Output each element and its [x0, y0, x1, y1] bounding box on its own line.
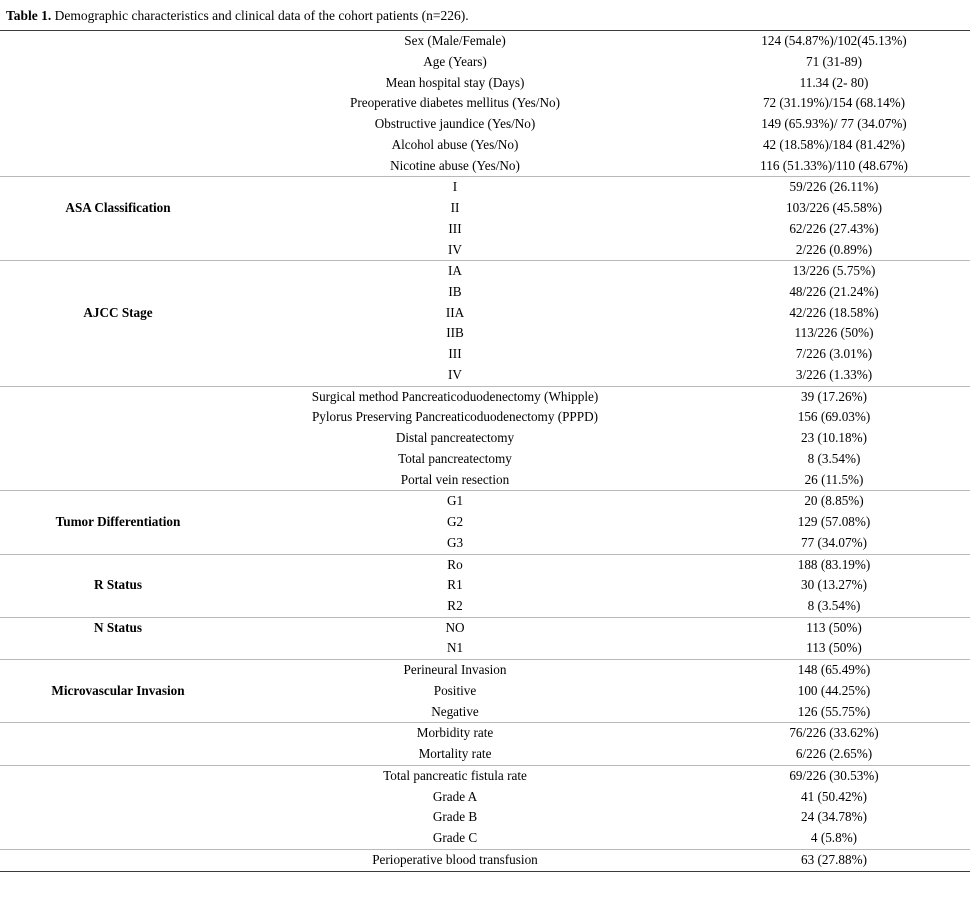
row-value: 100 (44.25%) — [797, 682, 871, 698]
row-value: 129 (57.08%) — [797, 514, 871, 530]
table-row — [0, 828, 970, 849]
row-group-label — [0, 323, 236, 344]
table-row — [0, 407, 970, 428]
demographics-table — [0, 30, 970, 871]
row-characteristic: Portal vein resection — [400, 471, 510, 487]
table-row — [0, 428, 970, 449]
row-characteristic: Age (Years) — [423, 53, 487, 69]
row-characteristic: Grade C — [432, 830, 478, 846]
table-row — [0, 365, 970, 386]
row-characteristic: Grade A — [432, 788, 478, 804]
row-value: 7/226 (3.01%) — [795, 346, 873, 362]
row-group-label: Tumor Differentiation — [55, 514, 181, 530]
row-value: 62/226 (27.43%) — [789, 220, 879, 236]
row-group-label — [0, 596, 236, 617]
row-value: 59/226 (26.11%) — [674, 177, 970, 198]
row-group-label — [0, 240, 236, 261]
row-group-label — [0, 156, 236, 177]
table-row — [0, 114, 970, 135]
table-row — [0, 512, 970, 533]
row-group-label — [0, 807, 236, 828]
table-row — [0, 660, 970, 681]
row-value: 8 (3.54%) — [807, 598, 861, 614]
row-characteristic: G3 — [446, 534, 464, 550]
row-group-label — [0, 428, 236, 449]
row-characteristic: Ro — [236, 554, 674, 575]
row-value: 126 (55.75%) — [797, 703, 871, 719]
row-group-label — [0, 660, 236, 681]
row-characteristic: G2 — [446, 514, 464, 530]
row-characteristic: Obstructive jaundice (Yes/No) — [374, 116, 536, 132]
row-group-label — [0, 93, 236, 114]
row-characteristic: R2 — [447, 598, 463, 614]
row-value: 2/226 (0.89%) — [795, 241, 873, 257]
row-group-label — [0, 177, 236, 198]
row-characteristic: Perioperative blood transfusion — [236, 849, 674, 871]
row-value: 113 (50%) — [806, 640, 862, 656]
row-group-label — [0, 491, 236, 512]
row-characteristic: G1 — [236, 491, 674, 512]
row-characteristic: Alcohol abuse (Yes/No) — [391, 136, 519, 152]
row-group-label — [0, 407, 236, 428]
row-group-label: ASA Classification — [65, 200, 171, 216]
table-row — [0, 638, 970, 659]
row-group-label — [0, 533, 236, 554]
row-group-label — [0, 386, 236, 407]
row-value: 72 (31.19%)/154 (68.14%) — [762, 95, 906, 111]
row-value: 26 (11.5%) — [804, 471, 864, 487]
row-value: 42/226 (18.58%) — [789, 304, 879, 320]
caption-text: Demographic characteristics and clinical data of the cohort patients (n=226). — [54, 8, 469, 23]
table-row — [0, 617, 970, 638]
row-value: 113 (50%) — [674, 617, 970, 638]
table-row — [0, 303, 970, 324]
row-characteristic: Surgical method Pancreaticoduodenectomy (Whipple) — [236, 386, 674, 407]
table-row — [0, 575, 970, 596]
row-value: 188 (83.19%) — [674, 554, 970, 575]
table-row — [0, 470, 970, 491]
row-characteristic: Nicotine abuse (Yes/No) — [390, 157, 520, 173]
row-value: 30 (13.27%) — [801, 577, 867, 593]
row-group-label: R Status — [94, 577, 142, 593]
table-row — [0, 723, 970, 744]
row-value: 103/226 (45.58%) — [786, 200, 882, 216]
table-row — [0, 386, 970, 407]
row-group-label — [0, 554, 236, 575]
row-value: 23 (10.18%) — [801, 430, 867, 446]
table-row — [0, 177, 970, 198]
row-characteristic: N1 — [446, 640, 464, 656]
row-value: 8 (3.54%) — [807, 450, 861, 466]
row-group-label — [0, 114, 236, 135]
row-value: 148 (65.49%) — [674, 660, 970, 681]
table-row — [0, 282, 970, 303]
row-characteristic: II — [450, 200, 460, 216]
row-value: 20 (8.85%) — [674, 491, 970, 512]
row-characteristic: Total pancreatectomy — [398, 450, 512, 466]
row-group-label: N Status — [0, 617, 236, 638]
row-characteristic: Mean hospital stay (Days) — [385, 74, 525, 90]
row-characteristic: III — [448, 346, 462, 362]
row-group-label — [0, 135, 236, 156]
table-row — [0, 533, 970, 554]
row-group-label — [0, 765, 236, 786]
row-group-label — [0, 73, 236, 94]
row-group-label — [0, 282, 236, 303]
row-group-label — [0, 638, 236, 659]
row-value: 113/226 (50%) — [794, 325, 874, 341]
row-characteristic: Distal pancreatectomy — [395, 430, 515, 446]
row-characteristic: IB — [448, 284, 462, 299]
table-row — [0, 787, 970, 808]
row-value: 13/226 (5.75%) — [674, 261, 970, 282]
table-row — [0, 73, 970, 94]
row-value: 69/226 (30.53%) — [674, 765, 970, 786]
row-group-label — [0, 31, 236, 52]
row-value: 4 (5.8%) — [810, 830, 858, 846]
row-characteristic: NO — [236, 617, 674, 638]
table-row — [0, 807, 970, 828]
table-row — [0, 31, 970, 52]
table-row — [0, 596, 970, 617]
table-row — [0, 52, 970, 73]
row-value: 71 (31-89) — [805, 53, 863, 69]
row-characteristic: III — [448, 220, 462, 236]
row-value: 124 (54.87%)/102(45.13%) — [674, 31, 970, 52]
row-value: 77 (34.07%) — [801, 534, 867, 550]
table-row — [0, 240, 970, 261]
row-group-label: AJCC Stage — [83, 304, 153, 320]
row-characteristic: Positive — [433, 682, 477, 698]
row-characteristic: IV — [448, 241, 462, 257]
table-row — [0, 491, 970, 512]
row-group-label — [0, 787, 236, 808]
row-characteristic: Sex (Male/Female) — [236, 31, 674, 52]
table-row — [0, 702, 970, 723]
row-characteristic: Preoperative diabetes mellitus (Yes/No) — [350, 95, 560, 111]
row-group-label — [0, 723, 236, 744]
row-value: 11.34 (2- 80) — [799, 74, 869, 90]
table-row — [0, 765, 970, 786]
row-value: 156 (69.03%) — [797, 409, 871, 425]
row-group-label: Microvascular Invasion — [51, 682, 185, 698]
row-group-label — [0, 52, 236, 73]
row-characteristic: IIB — [446, 325, 464, 341]
row-characteristic: Total pancreatic fistula rate — [236, 765, 674, 786]
row-group-label — [0, 449, 236, 470]
row-value: 39 (17.26%) — [674, 386, 970, 407]
row-value: 3/226 (1.33%) — [795, 366, 873, 382]
row-value: 116 (51.33%)/110 (48.67%) — [760, 157, 908, 173]
row-group-label — [0, 261, 236, 282]
table-row — [0, 261, 970, 282]
row-value: 63 (27.88%) — [674, 849, 970, 871]
table-row — [0, 219, 970, 240]
table-row — [0, 323, 970, 344]
row-group-label — [0, 828, 236, 849]
table-row — [0, 135, 970, 156]
row-value: 149 (65.93%)/ 77 (34.07%) — [761, 116, 907, 132]
row-group-label — [0, 365, 236, 386]
row-value: 41 (50.42%) — [801, 788, 867, 804]
row-characteristic: Perineural Invasion — [236, 660, 674, 681]
table-row — [0, 681, 970, 702]
row-characteristic: IIA — [445, 304, 465, 320]
row-group-label — [0, 470, 236, 491]
row-value: 48/226 (21.24%) — [789, 284, 879, 299]
table-row — [0, 344, 970, 365]
row-characteristic: IV — [448, 366, 462, 382]
row-value: 24 (34.78%) — [801, 809, 867, 825]
row-group-label — [0, 344, 236, 365]
table-row — [0, 156, 970, 177]
table-caption — [0, 0, 970, 30]
row-characteristic: I — [236, 177, 674, 198]
row-characteristic: Morbidity rate — [236, 723, 674, 744]
row-characteristic: R1 — [447, 577, 463, 593]
row-value: 42 (18.58%)/184 (81.42%) — [762, 136, 906, 152]
table-row — [0, 554, 970, 575]
row-group-label — [0, 702, 236, 723]
table-row — [0, 198, 970, 219]
table-row — [0, 849, 970, 871]
table-row — [0, 744, 970, 765]
row-characteristic: Negative — [431, 703, 479, 719]
row-characteristic: Mortality rate — [418, 746, 492, 762]
table-row — [0, 449, 970, 470]
table-body — [0, 31, 970, 871]
row-group-label — [0, 744, 236, 765]
row-characteristic: IA — [236, 261, 674, 282]
row-value: 76/226 (33.62%) — [674, 723, 970, 744]
table-row — [0, 93, 970, 114]
caption-label: Table 1. — [6, 8, 52, 23]
row-characteristic: Grade B — [432, 809, 478, 825]
row-characteristic: Pylorus Preserving Pancreaticoduodenectomy (PPPD) — [311, 409, 599, 425]
row-group-label — [0, 219, 236, 240]
row-value: 6/226 (2.65%) — [795, 746, 873, 762]
row-group-label — [0, 849, 236, 871]
